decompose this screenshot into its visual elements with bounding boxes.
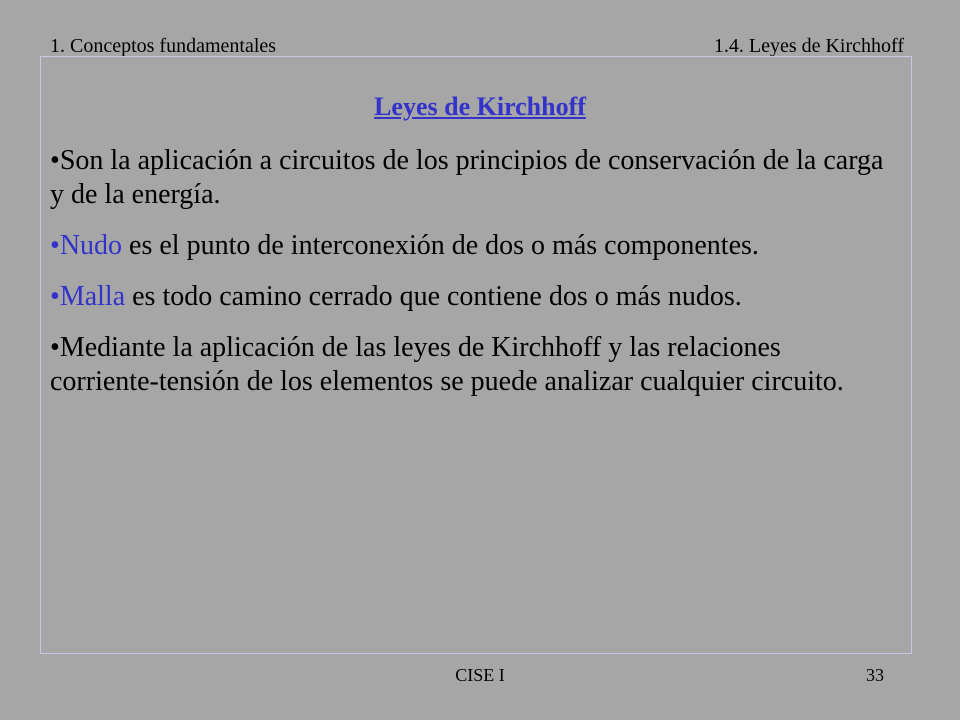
header-subsection: 1.4. Leyes de Kirchhoff [713,35,904,57]
bullet-item [50,280,890,314]
bullet-list [50,144,890,416]
bullet-item [50,331,890,399]
bullet-marker: • [50,145,60,176]
bullet-keyword-malla: Malla [59,281,126,312]
bullet-text: Mediante la aplicación de las leyes de Kirchhoff y las relaciones corriente-tensión de los elementos se puede analizar cualquier circuito. [50,332,844,397]
header-section: 1. Conceptos fundamentales [50,35,277,57]
bullet-marker: • [50,281,60,312]
bullet-text: es el punto de interconexión de dos o más componentes. [122,230,759,261]
bullet-item [50,229,890,263]
bullet-text: Son la aplicación a circuitos de los principios de conservación de la carga y de la energía. [50,145,884,210]
bullet-item [50,144,890,212]
bullet-keyword-nudo: Nudo [59,230,123,261]
bullet-text: es todo camino cerrado que contiene dos o más nudos. [125,281,742,312]
bullet-marker: • [50,230,60,261]
slide-title: Leyes de Kirchhoff [374,92,586,121]
bullet-marker: • [50,332,60,363]
footer-course: CISE I [455,665,505,685]
page-number: 33 [866,665,884,685]
